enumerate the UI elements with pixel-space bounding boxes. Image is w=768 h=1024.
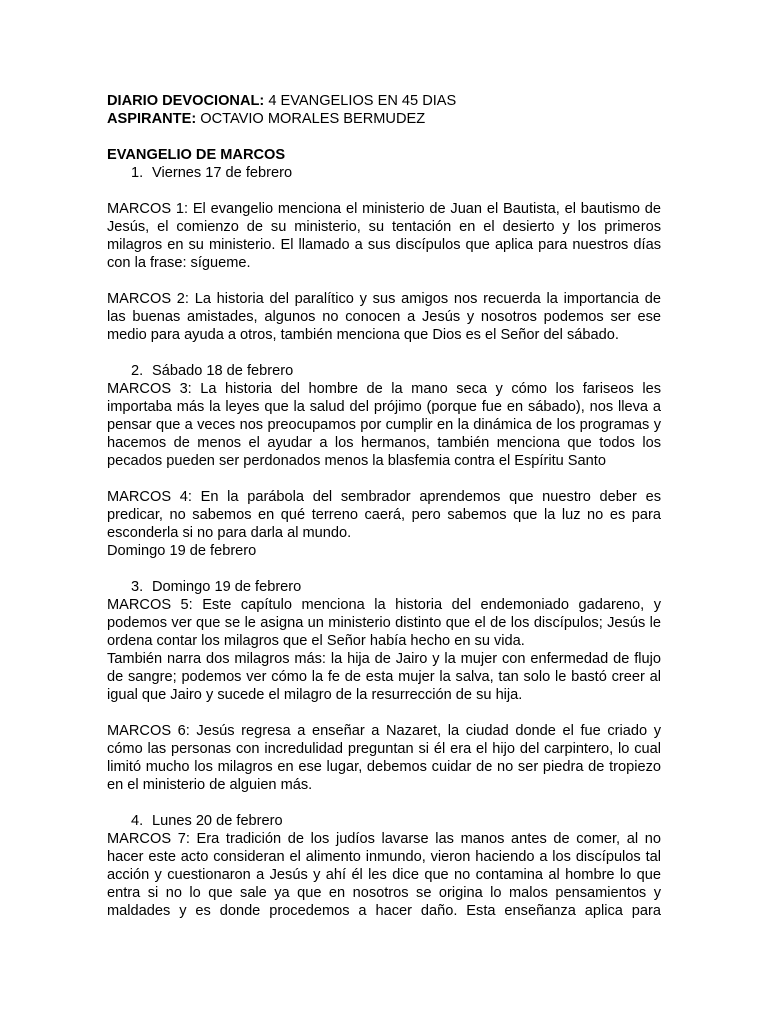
day-item-2: [107, 362, 661, 380]
day-label: Lunes 20 de febrero: [152, 813, 283, 829]
day-number: 2.: [131, 363, 144, 379]
paragraph-marcos-7: MARCOS 7: Era tradición de los judíos lavarse las manos antes de comer, al no hacer este acto consideran el alimento inmundo, vieron haciendo a los discípulos tal acción y cuestionaron a Jesús y ahí él les dice que no contamina al hombre lo que entra si no lo que sale ya que en nosotros se origina lo malos pensamientos y maldades y es donde procedemos a hacer daño. Esta enseñanza aplica para: [107, 831, 661, 919]
day-item-1: [107, 164, 661, 182]
day-number: 1.: [131, 165, 144, 181]
section-title: EVANGELIO DE MARCOS: [107, 147, 286, 163]
day-number: 3.: [131, 579, 144, 595]
paragraph-marcos-5: MARCOS 5: Este capítulo menciona la historia del endemoniado gadareno, y podemos ver que se le asigna un ministerio distinto que el de los discípulos; Jesús le ordena contar los milagros que el Señor había hecho en su vida.: [107, 597, 661, 649]
paragraph-marcos-2: MARCOS 2: La historia del paralítico y sus amigos nos recuerda la importancia de las buenas amistades, algunos no conocen a Jesús y nosotros podemos ser ese medio para ayuda a otros, también menciona que Dios es el Señor del sábado.: [107, 291, 661, 343]
aspirante-header: [107, 110, 661, 128]
diario-value: 4 EVANGELIOS EN 45 DIAS: [268, 93, 457, 109]
document-page: [107, 92, 661, 920]
devotional-header: [107, 92, 661, 110]
day-label: Viernes 17 de febrero: [152, 165, 293, 181]
day-number: 4.: [131, 813, 144, 829]
stray-date-line: Domingo 19 de febrero: [107, 543, 257, 559]
day-item-3: [107, 578, 661, 596]
day-label: Sábado 18 de febrero: [152, 363, 294, 379]
aspirante-value: OCTAVIO MORALES BERMUDEZ: [200, 111, 426, 127]
paragraph-marcos-3: MARCOS 3: La historia del hombre de la mano seca y cómo los fariseos les importaba más la leyes que la salud del prójimo (porque fue en sábado), nos lleva a pensar que a veces nos preocupamos por cumplir en la dinámica de los programas y hacemos de menos el ayudar a los hermanos, también menciona que todos los pecados pueden ser perdonados menos la blasfemia contra el Espíritu Santo: [107, 381, 661, 469]
paragraph-marcos-6: MARCOS 6: Jesús regresa a enseñar a Nazaret, la ciudad donde el fue criado y cómo las personas con incredulidad preguntan si él era el hijo del carpintero, lo cual limitó mucho los milagros en ese lugar, debemos cuidar de no ser piedra de tropiezo en el ministerio de alguien más.: [107, 723, 661, 793]
diario-label: DIARIO DEVOCIONAL:: [107, 93, 265, 109]
day-item-4: [107, 812, 661, 830]
aspirante-label: ASPIRANTE:: [107, 111, 197, 127]
paragraph-marcos-4: MARCOS 4: En la parábola del sembrador aprendemos que nuestro deber es predicar, no sabemos en qué terreno caerá, pero sabemos que la luz no es para esconderla si no para darla al mundo.: [107, 489, 661, 541]
paragraph-marcos-1: MARCOS 1: El evangelio menciona el ministerio de Juan el Bautista, el bautismo de Jesús, el comienzo de su ministerio, su tentación en el desierto y los primeros milagros en su ministerio. El llamado a sus discípulos que aplica para nuestros días con la frase: sígueme.: [107, 201, 661, 271]
paragraph-marcos-5-continued: También narra dos milagros más: la hija de Jairo y la mujer con enfermedad de flujo de sangre; podemos ver cómo la fe de esta mujer la salva, tan solo le bastó creer al igual que Jairo y sucede el milagro de la resurrección de su hija.: [107, 651, 661, 703]
day-label: Domingo 19 de febrero: [152, 579, 302, 595]
